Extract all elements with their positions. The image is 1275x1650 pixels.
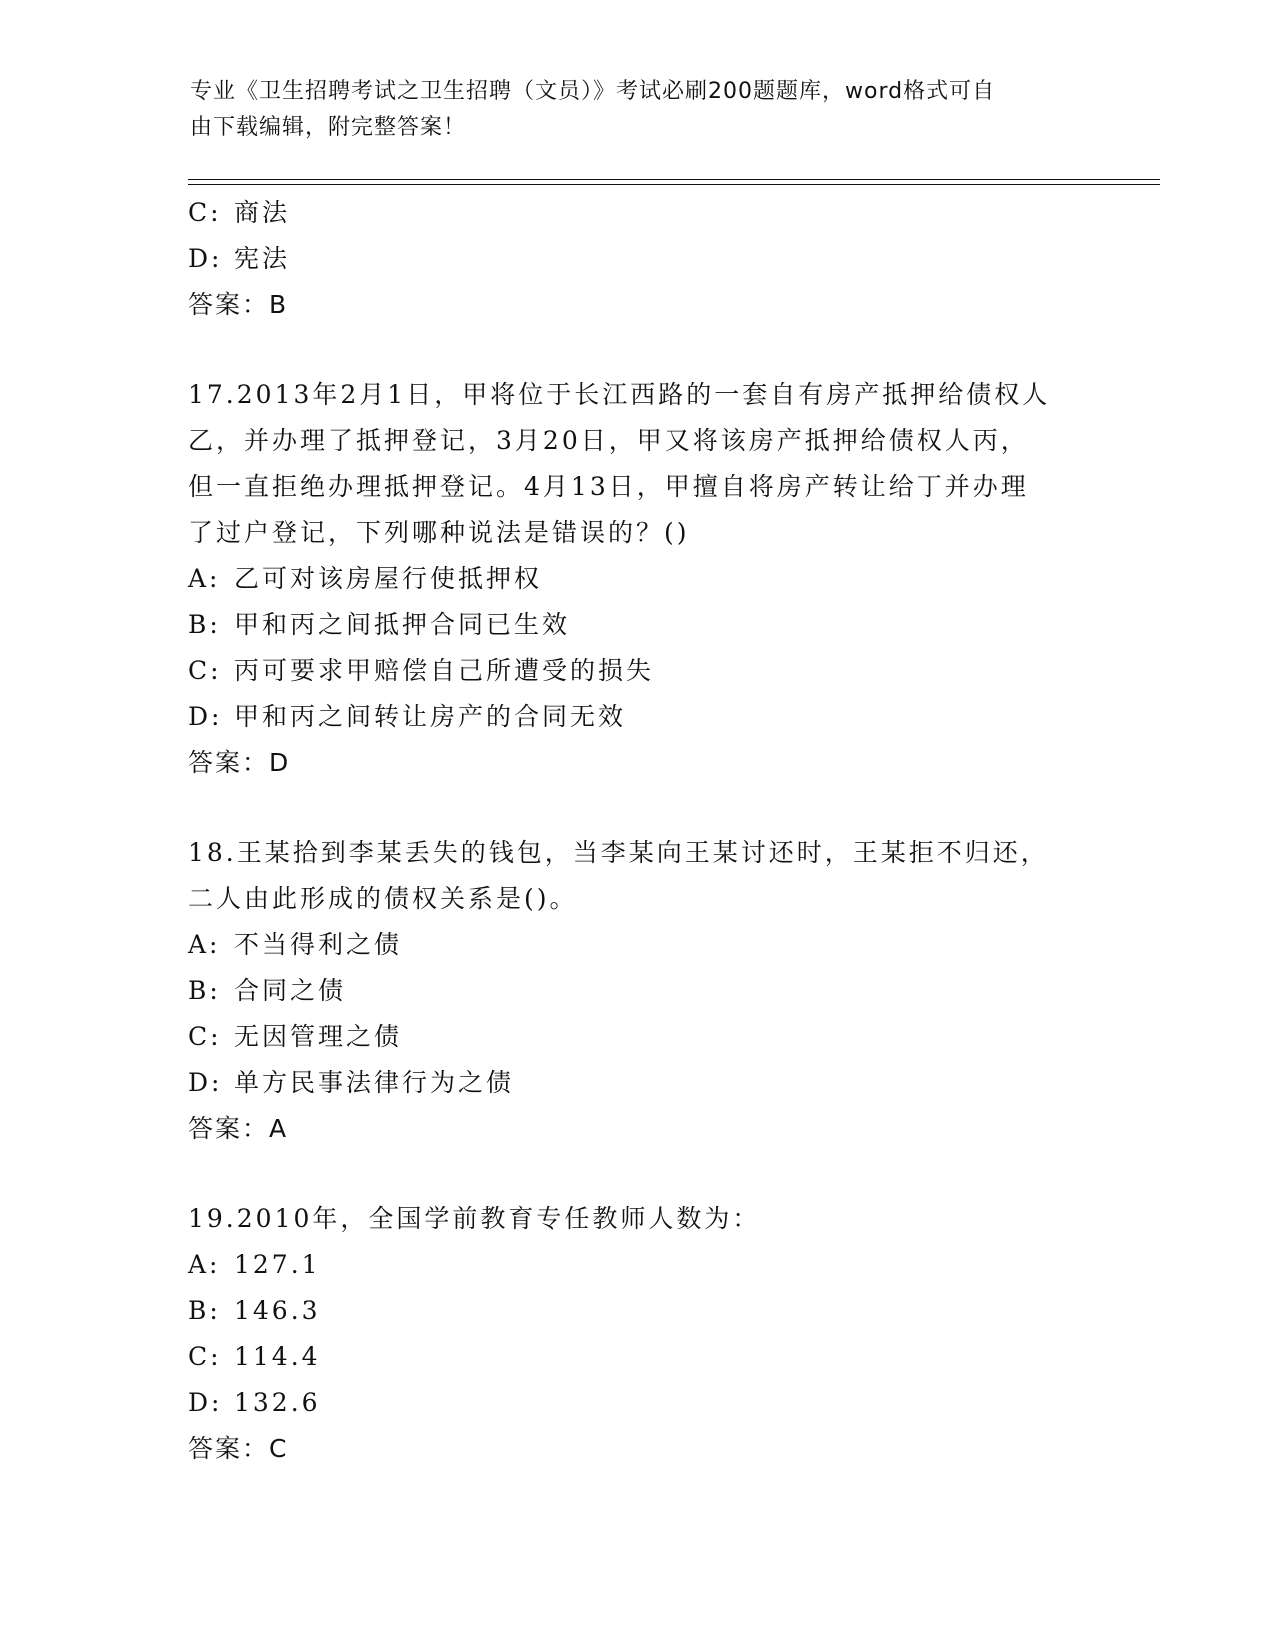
option-d [188,1060,1168,1106]
option-a [188,556,1168,602]
header-line-2: 由下载编辑，附完整答案！ [190,115,467,140]
question-text-line: 了过户登记，下列哪种说法是错误的？() [188,518,690,547]
question-text-line: 乙，并办理了抵押登记，3月20日，甲又将该房产抵押给债权人丙， [188,426,1029,455]
option-key: C: [188,1342,222,1371]
option-a [188,1242,1168,1288]
header-divider-top [188,179,1160,180]
option-text: 146.3 [234,1296,321,1325]
option-c [188,1014,1168,1060]
option-key: B: [188,1296,221,1325]
option-key: A: [188,930,221,959]
option-text: 不当得利之债 [234,930,403,959]
option-b [188,1288,1168,1334]
option-key: A: [188,564,221,593]
option-text: 127.1 [234,1250,321,1279]
option-key: D: [188,702,223,731]
answer-line: 答案：A [188,1114,289,1143]
option-b [188,968,1168,1014]
option-key: D: [188,1068,223,1097]
header-divider-bottom [188,184,1160,185]
answer-line: 答案：C [188,1434,289,1463]
option-d [188,1380,1168,1426]
question-19 [188,1196,1168,1472]
option-text: 单方民事法律行为之债 [234,1068,515,1097]
option-key: A: [188,1250,221,1279]
option-b [188,602,1168,648]
option-c [188,190,1168,236]
option-c [188,648,1168,694]
option-text: 丙可要求甲赔偿自己所遭受的损失 [234,656,655,685]
question-text-line: 但一直拒绝办理抵押登记。4月13日，甲擅自将房产转让给丁并办理 [188,472,1029,501]
question-continuation [188,190,1168,328]
option-text: 无因管理之债 [234,1022,403,1051]
option-text: 114.4 [234,1342,321,1371]
answer-line: 答案：B [188,290,289,319]
option-text: 甲和丙之间转让房产的合同无效 [234,702,627,731]
question-text-line: 19.2010年，全国学前教育专任教师人数为： [188,1204,761,1233]
option-key: C: [188,1022,222,1051]
option-text: 甲和丙之间抵押合同已生效 [234,610,571,639]
option-key: C: [188,656,222,685]
option-key: D: [188,244,223,273]
option-d [188,694,1168,740]
question-text-line: 18.王某拾到李某丢失的钱包，当李某向王某讨还时，王某拒不归还， [188,838,1049,867]
question-text-line: 二人由此形成的债权关系是()。 [188,884,578,913]
answer-line: 答案：D [188,748,291,777]
option-a [188,922,1168,968]
document-header [190,74,1090,146]
question-18 [188,830,1168,1152]
question-17 [188,372,1168,786]
question-text [188,372,1168,556]
question-text [188,830,1168,922]
option-key: D: [188,1388,223,1417]
option-text: 乙可对该房屋行使抵押权 [234,564,543,593]
question-list [188,190,1168,1472]
option-text: 132.6 [234,1388,321,1417]
option-text: 合同之债 [234,976,347,1005]
question-text-line: 17.2013年2月1日，甲将位于长江西路的一套自有房产抵押给债权人 [188,380,1051,409]
question-text [188,1196,1168,1242]
option-c [188,1334,1168,1380]
option-key: B: [188,610,221,639]
option-d [188,236,1168,282]
option-key: C: [188,198,222,227]
option-key: B: [188,976,221,1005]
option-text: 宪法 [234,244,291,273]
header-line-1: 专业《卫生招聘考试之卫生招聘（文员）》考试必刷200题题库，word格式可自 [190,79,996,104]
option-text: 商法 [234,198,291,227]
